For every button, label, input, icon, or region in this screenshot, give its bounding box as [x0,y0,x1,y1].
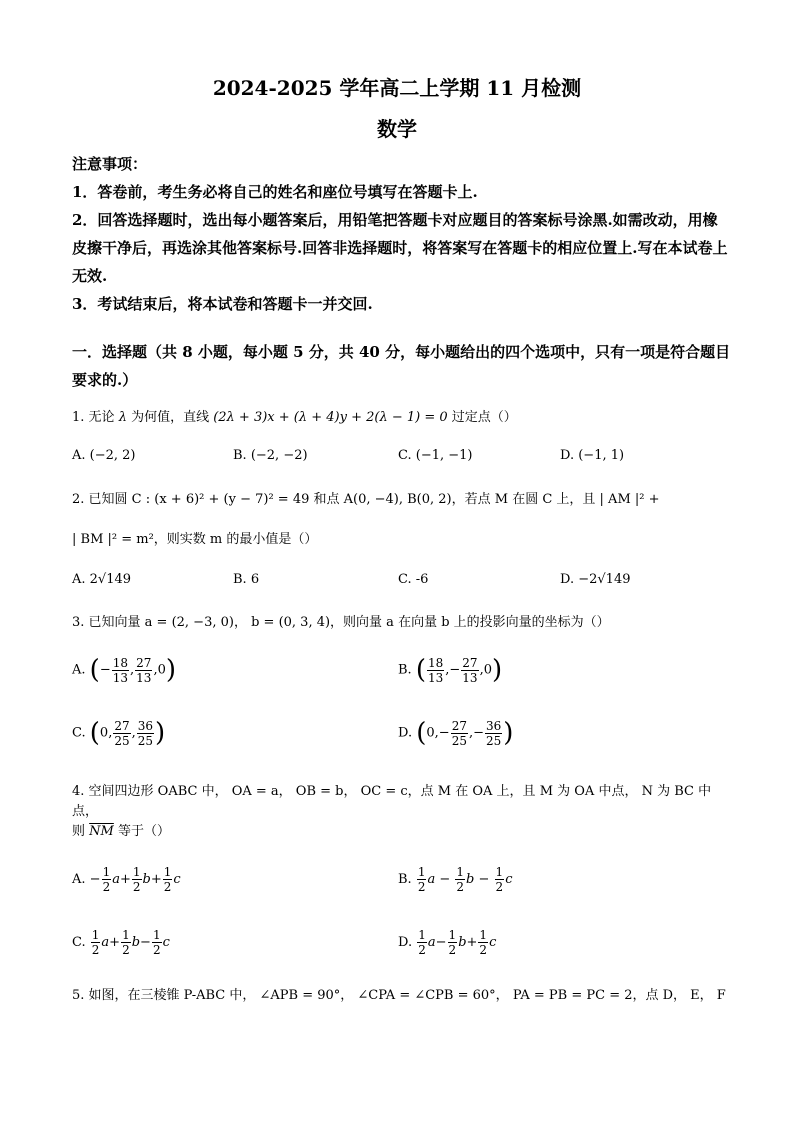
q4-option-d: D. $\frac{1}{2}$ a− $\frac{1}{2}$ b+ $\frac{1}{2}$ c [398,928,497,957]
q3-option-c: C. (0, $\frac{27}{25}$ , $\frac{36}{25}$ ) [72,718,166,748]
section-heading: 一．选择题（共 8 小题，每小题 5 分，共 40 分，每小题给出的四个选项中，只有一项是符合题目要求的.） [72,343,731,389]
question-2-line-2: | BM |² = m²，则实数 m 的最小值是（） [72,532,318,547]
exam-subject: 数学 [377,117,417,141]
question-4-line-1: 4. 空间四边形 OABC 中， OA = a， OB = b， OC = c，点 M 在 OA 上，且 M 为 OA 中点， N 为 BC 中点， [72,784,712,819]
notes-heading: 注意事项： [72,155,148,173]
question-1: 1. 无论 λ 为何值，直线 (2λ + 3)x + (λ + 4)y + 2(λ − 1) = 0 过定点（） [72,410,517,425]
q4-option-a: A. − $\frac{1}{2}$ a+ $\frac{1}{2}$ b+ $\frac{1}{2}$ c [72,865,181,894]
note-item: 1．答卷前，考生务必将自己的姓名和座位号填写在答题卡上. [72,183,478,201]
question-5: 5. 如图，在三棱锥 P-ABC 中， ∠APB = 90°， ∠CPA = ∠CPB = 60°， PA = PB = PC = 2，点 D， E， F [72,988,726,1003]
q1-option-c: C. (−1, −1) [398,448,473,463]
q1-mid: 为何值，直线 [131,410,210,425]
q1-equation: (2λ + 3)x + (λ + 4)y + 2(λ − 1) = 0 [213,410,448,425]
q1-option-a: A. (−2, 2) [72,448,136,463]
q2-option-b: B. 6 [233,572,260,587]
q1-pre: 1. 无论 [72,410,115,425]
note-item: 3．考试结束后，将本试卷和答题卡一并交回. [72,295,373,313]
q3-option-d: D. (0,− $\frac{27}{25}$ ,− $\frac{36}{25}$ ) [398,718,514,748]
q4-option-b: B. $\frac{1}{2}$ a − $\frac{1}{2}$ b − $\frac{1}{2}$ c [398,865,513,894]
q1-option-b: B. (−2, −2) [233,448,308,463]
q4-option-c: C. $\frac{1}{2}$ a+ $\frac{1}{2}$ b− $\frac{1}{2}$ c [72,928,170,957]
question-3: 3. 已知向量 a = (2, −3, 0)， b = (0, 3, 4)，则向量 a 在向量 b 上的投影向量的坐标为（） [72,615,610,630]
q2-option-c: C. -6 [398,572,429,587]
q2-option-a: A. 2√149 [72,572,132,587]
question-4-line-2: 则 $\overline{NM}$ 等于（） [72,824,170,839]
q2-option-d: D. −2√149 [560,572,631,587]
notes-block [72,150,732,318]
question-2-line-1: 2. 已知圆 C : (x + 6)² + (y − 7)² = 49 和点 A(0, −4), B(0, 2)，若点 M 在圆 C 上，且 | AM |² + [72,492,660,507]
q3-option-a: A. (− $\frac{18}{13}$ , $\frac{27}{13}$ ,0) [72,655,176,685]
q3-option-b: B. ( $\frac{18}{13}$ ,− $\frac{27}{13}$ ,0) [398,655,503,685]
q1-option-d: D. (−1, 1) [560,448,625,463]
exam-title: 2024-2025 学年高二上学期 11 月检测 [212,76,582,100]
q1-post: 过定点（） [451,410,517,425]
note-item: 2．回答选择题时，选出每小题答案后，用铅笔把答题卡对应题目的答案标号涂黑.如需改动，用橡皮擦干净后，再选涂其他答案标号.回答非选择题时，将答案写在答题卡的相应位置上.写在本试卷上无效. [72,211,728,285]
